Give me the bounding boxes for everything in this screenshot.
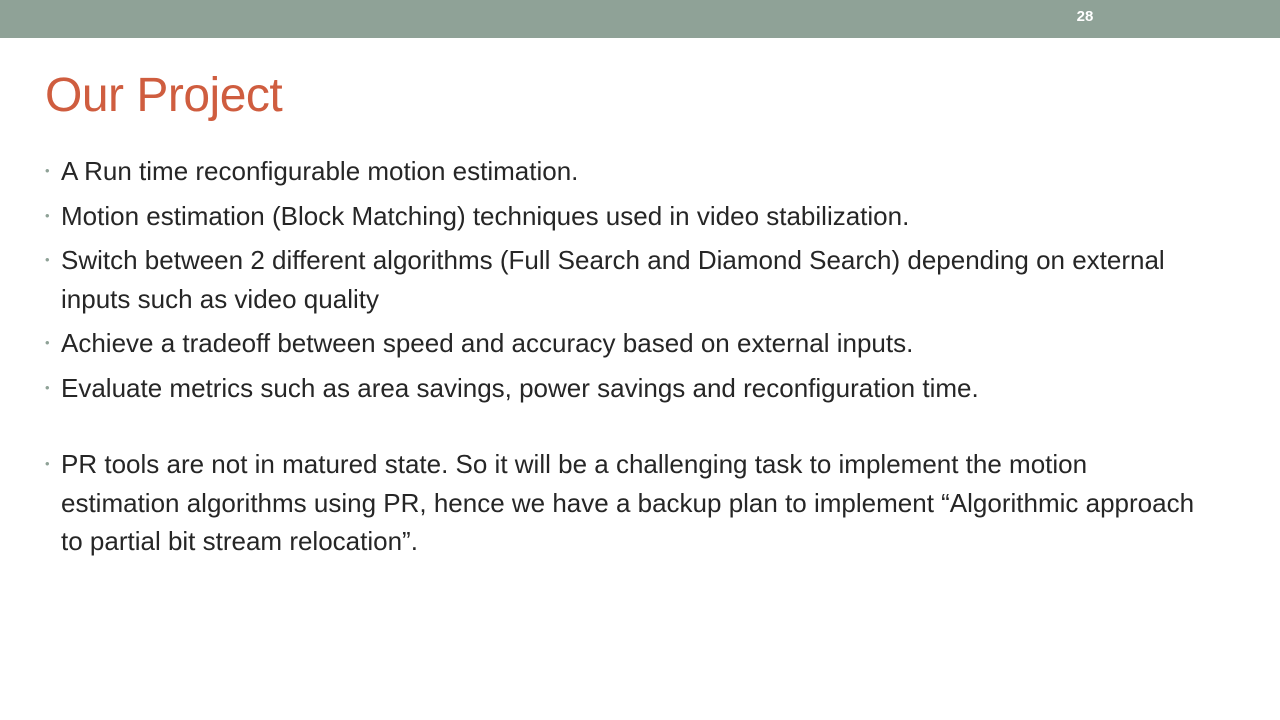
bullet-item [45, 369, 1205, 408]
bullet-text: Evaluate metrics such as area savings, power savings and reconfiguration time. [61, 372, 979, 403]
bullet-item [45, 197, 1205, 236]
bullet-dot-icon: • [45, 252, 50, 267]
slide-title: Our Project [45, 69, 283, 122]
bullet-dot-icon: • [45, 207, 50, 223]
bullet-dot-icon: • [45, 163, 50, 178]
bullet-dot-icon: • [45, 379, 50, 395]
bullet-item [45, 241, 1205, 318]
slide-number: 28 [1076, 8, 1094, 25]
bullet-item [45, 324, 1205, 363]
bullet-text: PR tools are not in matured state. So it will be a challenging task to implement the motion estimation algorithms using PR, hence we have a backup plan to implement “Algorithmic approach to partial bit stream relocation”. [61, 449, 1195, 556]
bullet-item [45, 152, 1205, 191]
header-bar [0, 0, 1280, 38]
bullet-text: Motion estimation (Block Matching) techniques used in video stabilization. [61, 200, 910, 231]
bullet-text: Achieve a tradeoff between speed and accuracy based on external inputs. [61, 328, 914, 358]
bullet-list [45, 152, 1205, 567]
bullet-item [45, 445, 1205, 561]
bullet-text: Switch between 2 different algorithms (Full Search and Diamond Search) depending on external inputs such as video quality [61, 245, 1165, 314]
bullet-text: A Run time reconfigurable motion estimation. [61, 156, 579, 186]
bullet-dot-icon: • [45, 456, 50, 471]
bullet-dot-icon: • [45, 335, 50, 350]
